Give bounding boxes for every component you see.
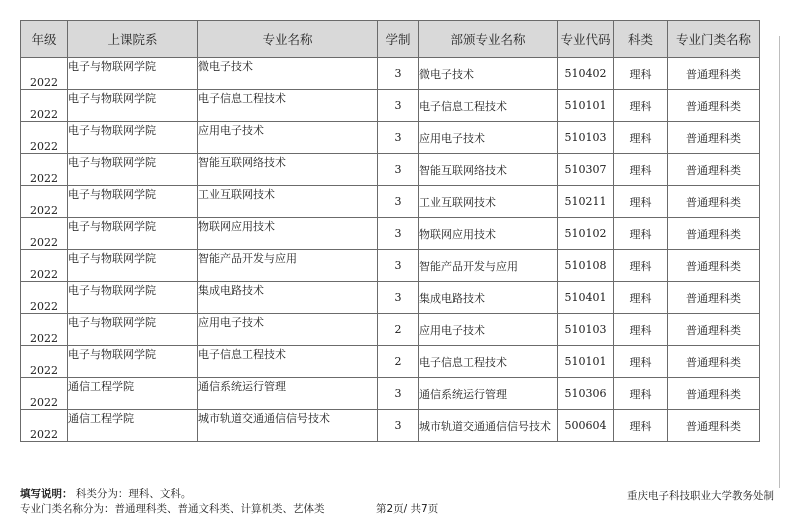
cell-subject: 理科 bbox=[614, 90, 668, 122]
cell-major: 应用电子技术 bbox=[198, 314, 378, 346]
cell-college: 电子与物联网学院 bbox=[68, 282, 198, 314]
cell-college: 电子与物联网学院 bbox=[68, 154, 198, 186]
cell-subject: 理科 bbox=[614, 186, 668, 218]
cell-subject: 理科 bbox=[614, 282, 668, 314]
table-row bbox=[21, 346, 760, 378]
cell-year: 2022 bbox=[21, 410, 68, 442]
cell-code: 510103 bbox=[558, 314, 614, 346]
cell-code: 510102 bbox=[558, 218, 614, 250]
cell-major: 电子信息工程技术 bbox=[198, 90, 378, 122]
page-number: 第2页/ 共7页 bbox=[376, 503, 439, 515]
cell-subject: 理科 bbox=[614, 154, 668, 186]
cell-major: 工业互联网技术 bbox=[198, 186, 378, 218]
cell-ministry-major: 通信系统运行管理 bbox=[419, 378, 558, 410]
cell-code: 500604 bbox=[558, 410, 614, 442]
cell-ministry-major: 应用电子技术 bbox=[419, 122, 558, 154]
table-row bbox=[21, 314, 760, 346]
cell-college: 电子与物联网学院 bbox=[68, 346, 198, 378]
major-table bbox=[20, 20, 760, 442]
cell-length: 3 bbox=[378, 378, 419, 410]
cell-subject: 理科 bbox=[614, 122, 668, 154]
cell-ministry-major: 集成电路技术 bbox=[419, 282, 558, 314]
cell-college: 通信工程学院 bbox=[68, 410, 198, 442]
table-row bbox=[21, 378, 760, 410]
cell-college: 电子与物联网学院 bbox=[68, 122, 198, 154]
footer-note bbox=[20, 486, 191, 501]
cell-ministry-major: 物联网应用技术 bbox=[419, 218, 558, 250]
cell-subject: 理科 bbox=[614, 250, 668, 282]
cell-major: 通信系统运行管理 bbox=[198, 378, 378, 410]
header-category: 专业门类名称 bbox=[668, 21, 760, 58]
footer-note-category: 专业门类名称分为：普通理科类、普通文科类、计算机类、艺体类 bbox=[20, 503, 325, 515]
cell-code: 510211 bbox=[558, 186, 614, 218]
cell-category: 普通理科类 bbox=[668, 410, 760, 442]
header-year: 年级 bbox=[21, 21, 68, 58]
cell-code: 510402 bbox=[558, 58, 614, 90]
cell-year: 2022 bbox=[21, 378, 68, 410]
cell-college: 通信工程学院 bbox=[68, 378, 198, 410]
cell-category: 普通理科类 bbox=[668, 250, 760, 282]
footer-note-label: 填写说明： bbox=[20, 488, 73, 500]
cell-year: 2022 bbox=[21, 282, 68, 314]
footer-note-subject: 科类分为：理科、文科。 bbox=[75, 488, 192, 500]
cell-college: 电子与物联网学院 bbox=[68, 218, 198, 250]
cell-code: 510101 bbox=[558, 90, 614, 122]
cell-major: 城市轨道交通通信信号技术 bbox=[198, 410, 378, 442]
cell-code: 510307 bbox=[558, 154, 614, 186]
cell-major: 微电子技术 bbox=[198, 58, 378, 90]
cell-subject: 理科 bbox=[614, 218, 668, 250]
cell-subject: 理科 bbox=[614, 346, 668, 378]
cell-major: 智能互联网络技术 bbox=[198, 154, 378, 186]
header-college: 上课院系 bbox=[68, 21, 198, 58]
cell-category: 普通理科类 bbox=[668, 186, 760, 218]
header-length: 学制 bbox=[378, 21, 419, 58]
cell-year: 2022 bbox=[21, 314, 68, 346]
header-subject: 科类 bbox=[614, 21, 668, 58]
cell-code: 510101 bbox=[558, 346, 614, 378]
cell-college: 电子与物联网学院 bbox=[68, 250, 198, 282]
cell-length: 3 bbox=[378, 90, 419, 122]
cell-length: 3 bbox=[378, 122, 419, 154]
cell-ministry-major: 智能互联网络技术 bbox=[419, 154, 558, 186]
header-ministry-major: 部颁专业名称 bbox=[419, 21, 558, 58]
cell-year: 2022 bbox=[21, 58, 68, 90]
cell-subject: 理科 bbox=[614, 378, 668, 410]
cell-ministry-major: 电子信息工程技术 bbox=[419, 90, 558, 122]
cell-college: 电子与物联网学院 bbox=[68, 314, 198, 346]
cell-year: 2022 bbox=[21, 186, 68, 218]
table-row bbox=[21, 122, 760, 154]
cell-major: 物联网应用技术 bbox=[198, 218, 378, 250]
cell-college: 电子与物联网学院 bbox=[68, 58, 198, 90]
table-row bbox=[21, 410, 760, 442]
cell-category: 普通理科类 bbox=[668, 58, 760, 90]
header-code: 专业代码 bbox=[558, 21, 614, 58]
cell-length: 3 bbox=[378, 410, 419, 442]
cell-college: 电子与物联网学院 bbox=[68, 90, 198, 122]
cell-major: 电子信息工程技术 bbox=[198, 346, 378, 378]
cell-major: 集成电路技术 bbox=[198, 282, 378, 314]
cell-ministry-major: 微电子技术 bbox=[419, 58, 558, 90]
cell-category: 普通理科类 bbox=[668, 154, 760, 186]
cell-subject: 理科 bbox=[614, 314, 668, 346]
cell-category: 普通理科类 bbox=[668, 218, 760, 250]
cell-length: 3 bbox=[378, 218, 419, 250]
cell-ministry-major: 工业互联网技术 bbox=[419, 186, 558, 218]
cell-year: 2022 bbox=[21, 346, 68, 378]
cell-ministry-major: 应用电子技术 bbox=[419, 314, 558, 346]
cell-code: 510108 bbox=[558, 250, 614, 282]
cell-category: 普通理科类 bbox=[668, 378, 760, 410]
cell-code: 510103 bbox=[558, 122, 614, 154]
table-row bbox=[21, 58, 760, 90]
cell-length: 2 bbox=[378, 346, 419, 378]
cell-length: 3 bbox=[378, 250, 419, 282]
cell-category: 普通理科类 bbox=[668, 122, 760, 154]
cell-college: 电子与物联网学院 bbox=[68, 186, 198, 218]
table-row bbox=[21, 250, 760, 282]
table-row bbox=[21, 218, 760, 250]
cell-year: 2022 bbox=[21, 250, 68, 282]
cell-length: 3 bbox=[378, 282, 419, 314]
footer-issuer: 重庆电子科技职业大学教务处制 bbox=[627, 490, 774, 502]
cell-length: 3 bbox=[378, 154, 419, 186]
page-edge-line bbox=[779, 36, 780, 488]
cell-ministry-major: 智能产品开发与应用 bbox=[419, 250, 558, 282]
cell-category: 普通理科类 bbox=[668, 346, 760, 378]
table-row bbox=[21, 154, 760, 186]
cell-ministry-major: 电子信息工程技术 bbox=[419, 346, 558, 378]
cell-year: 2022 bbox=[21, 122, 68, 154]
cell-code: 510401 bbox=[558, 282, 614, 314]
cell-length: 3 bbox=[378, 58, 419, 90]
cell-subject: 理科 bbox=[614, 410, 668, 442]
header-major: 专业名称 bbox=[198, 21, 378, 58]
cell-category: 普通理科类 bbox=[668, 90, 760, 122]
cell-subject: 理科 bbox=[614, 58, 668, 90]
cell-length: 2 bbox=[378, 314, 419, 346]
cell-year: 2022 bbox=[21, 154, 68, 186]
cell-code: 510306 bbox=[558, 378, 614, 410]
cell-ministry-major: 城市轨道交通通信信号技术 bbox=[419, 410, 558, 442]
table-row bbox=[21, 282, 760, 314]
cell-major: 应用电子技术 bbox=[198, 122, 378, 154]
table-row bbox=[21, 90, 760, 122]
cell-major: 智能产品开发与应用 bbox=[198, 250, 378, 282]
table-header-row bbox=[21, 21, 760, 58]
page-footer bbox=[20, 486, 780, 522]
cell-category: 普通理科类 bbox=[668, 282, 760, 314]
cell-category: 普通理科类 bbox=[668, 314, 760, 346]
cell-year: 2022 bbox=[21, 218, 68, 250]
cell-length: 3 bbox=[378, 186, 419, 218]
cell-year: 2022 bbox=[21, 90, 68, 122]
table-row bbox=[21, 186, 760, 218]
